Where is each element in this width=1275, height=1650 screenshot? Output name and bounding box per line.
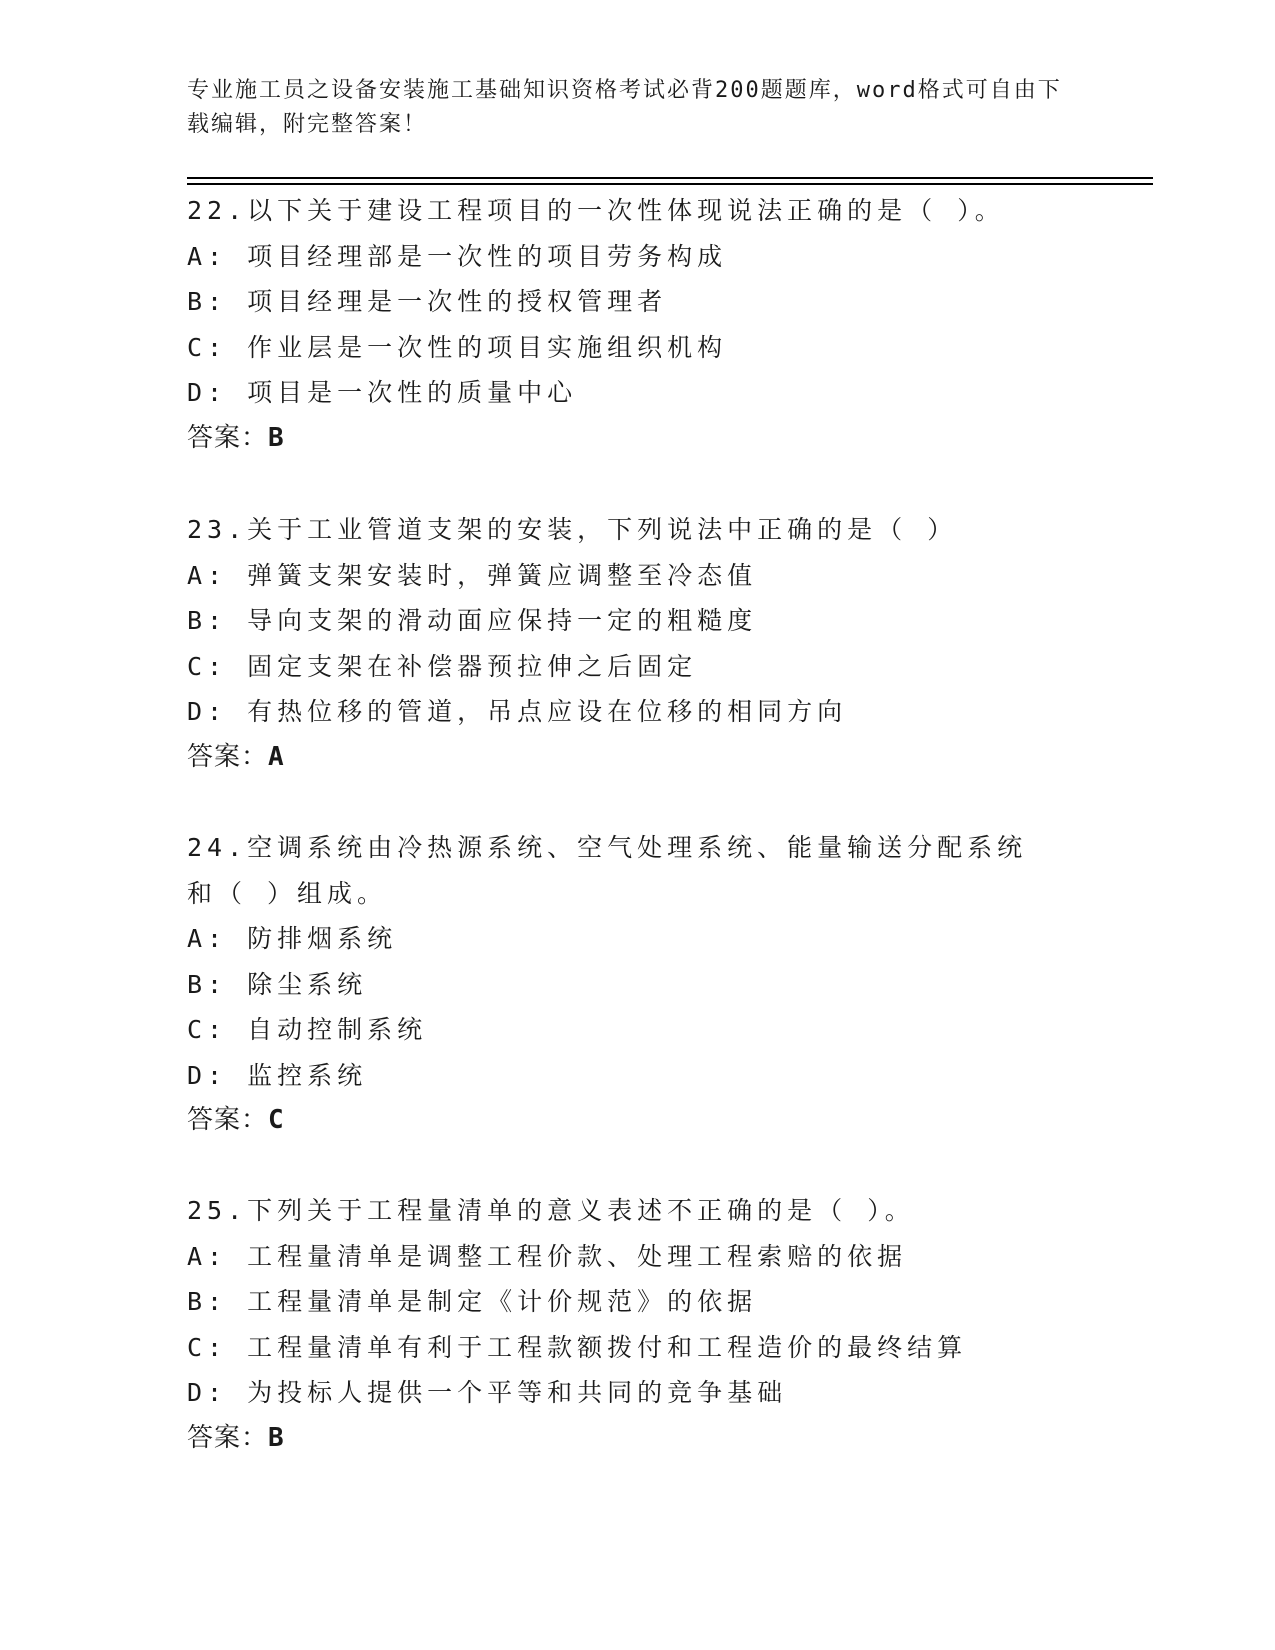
option-b: B: 导向支架的滑动面应保持一定的粗糙度 xyxy=(187,606,758,635)
option-c: C: 自动控制系统 xyxy=(187,1015,428,1044)
option-b: B: 除尘系统 xyxy=(187,969,368,999)
answer-line xyxy=(187,1416,1087,1462)
question-stem: 22.以下关于建设工程项目的一次性体现说法正确的是（ ）。 xyxy=(187,196,1005,225)
answer-label: 答案： xyxy=(187,741,269,772)
question-stem: 23.关于工业管道支架的安装，下列说法中正确的是（ ） xyxy=(187,515,958,544)
option-a: A: 弹簧支架安装时，弹簧应调整至冷态值 xyxy=(187,560,758,590)
answer-line xyxy=(187,416,1087,462)
option-c: C: 作业层是一次性的项目实施组织机构 xyxy=(187,332,728,362)
option-b: B: 项目经理是一次性的授权管理者 xyxy=(187,287,668,316)
option-d: D: 为投标人提供一个平等和共同的竞争基础 xyxy=(187,1378,788,1407)
answer-label: 答案： xyxy=(187,1422,269,1453)
question-stem: 25.下列关于工程量清单的意义表述不正确的是（ ）。 xyxy=(187,1196,915,1225)
option-a: A: 项目经理部是一次性的项目劳务构成 xyxy=(187,241,728,271)
answer-value: B xyxy=(268,422,285,453)
header-divider-top xyxy=(187,177,1153,179)
answer-value: C xyxy=(268,1105,285,1135)
option-d: D: 监控系统 xyxy=(187,1060,368,1090)
option-c: C: 工程量清单有利于工程款额拨付和工程造价的最终结算 xyxy=(187,1332,968,1362)
option-d: D: 项目是一次性的质量中心 xyxy=(187,378,578,407)
answer-line xyxy=(187,735,1087,781)
answer-value: B xyxy=(268,1422,285,1453)
option-d: D: 有热位移的管道，吊点应设在位移的相同方向 xyxy=(187,697,848,726)
document-header: 专业施工员之设备安装施工基础知识资格考试必背200题题库，word格式可自由下载编辑，附完整答案！ xyxy=(187,78,1062,137)
answer-value: A xyxy=(268,741,285,772)
question-22 xyxy=(187,188,1087,461)
question-stem: 24.空调系统由冷热源系统、空气处理系统、能量输送分配系统和（ ）组成。 xyxy=(187,833,1028,908)
answer-line xyxy=(187,1098,1087,1144)
question-25 xyxy=(187,1188,1087,1461)
option-b: B: 工程量清单是制定《计价规范》的依据 xyxy=(187,1287,758,1316)
answer-label: 答案： xyxy=(187,422,269,453)
option-a: A: 工程量清单是调整工程价款、处理工程索赔的依据 xyxy=(187,1241,908,1271)
answer-label: 答案： xyxy=(187,1105,269,1135)
option-a: A: 防排烟系统 xyxy=(187,924,398,953)
question-23 xyxy=(187,507,1087,780)
option-c: C: 固定支架在补偿器预拉伸之后固定 xyxy=(187,651,698,681)
header-divider-bottom xyxy=(187,183,1153,185)
question-24 xyxy=(187,825,1087,1144)
